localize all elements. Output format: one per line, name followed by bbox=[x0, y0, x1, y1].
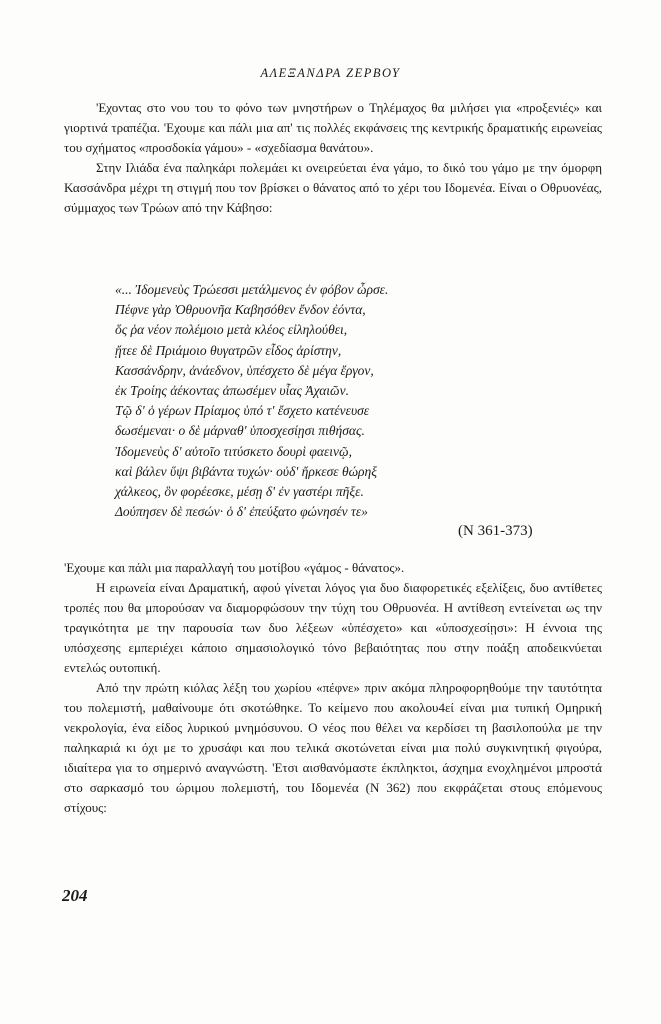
paragraph: Η ειρωνεία είναι Δραματική, αφού γίνεται λόγος για δυο διαφορετικές εξελίξεις, δυο αντίθετες τροπές που θα μπορούσαν να διαμορφώσουν την τύχη του Οθρυονέα. Η αντίθεση εντείνεται ως την τραγικότητα με την παρουσία των δυο λέξεων «ὑπέσχετο» και «ὑποσχεσίῃσι»: Η έννοια της υπόσχεσης εμπεριέχει κάποιο σημασιολογικό τόνο βεβαιότητας που στην ποάξη αποδεικνύεται εντελώς ουτοπική. bbox=[64, 580, 602, 675]
text-block-intro bbox=[64, 98, 602, 218]
verse-line: Δούπησεν δὲ πεσών· ὁ δ' ἐπεύξατο φώνησέν τε» bbox=[115, 504, 368, 520]
text-block-commentary bbox=[64, 558, 602, 818]
verse-line: ἐκ Τροίης ἀέκοντας ἀπωσέμεν υἷας Ἀχαιῶν. bbox=[115, 383, 349, 399]
paragraph: Από την πρώτη κιόλας λέξη του χωρίου «πέφνε» πριν ακόμα πληροφορηθούμε την ταυτότητα του πολεμιστή, μαθαίνουμε ότι σκοτώθηκε. Το κείμενο που ακολου4εί είναι μια τυπική Ομηρική νεκρολογία, ένα είδος λυρικού μνημόσυνου. Ο νέος που θέλει να κερδίσει τη βασιλοπούλα με την παληκαριά κι όχι με το χρυσάφι και που τελικά σκοτώνεται είναι μια πολύ συγκινητική φιγούρα, ιδιαίτερα για το σημερινό αναγνώστη. 'Ετσι αισθανόμαστε έκπληκτοι, άσχημα ενοχλημένοι μπροστά στο σαρκασμό του ώριμου πολεμιστή, του Ιδομενέα (Ν 362) που εκφράζεται στους επόμενους στίχους: bbox=[64, 680, 602, 815]
homeric-quotation bbox=[115, 280, 555, 522]
verse-line: καὶ βάλεν ὕψι βιβάντα τυχών· οὐδ' ἤρκεσε θώρηξ bbox=[115, 463, 377, 479]
verse-reference: (Ν 361-373) bbox=[458, 523, 533, 539]
verse-line: Τῷ δ' ὁ γέρων Πρίαμος ὑπό τ' ἔσχετο κατένευσε bbox=[115, 403, 370, 419]
verse-line: ὅς ῥα νέον πολέμοιο μετὰ κλέος εἰληλούθει, bbox=[115, 322, 348, 338]
verse-line: Ἰδομενεὺς δ' αὐτοῖο τιτύσκετο δουρὶ φαεινῷ, bbox=[115, 443, 352, 459]
paragraph: 'Εχοντας στο νου του το φόνο των μνηστήρων ο Τηλέμαχος θα μιλήσει για «προξενιές» και γιορτινά τραπέζια. 'Εχουμε και πάλι μια απ' τις πολλές εκφάνσεις της κεντρικής δραματικής ειρωνείας του σχήματος «προσδοκία γάμου» - «σχεδίασμα θανάτου». bbox=[64, 100, 602, 155]
verse-line: χάλκεος, ὃν φορέεσκε, μέσῃ δ' ἐν γαστέρι πῆξε. bbox=[115, 484, 364, 500]
verse-line: Κασσάνδρην, ἀνάεδνον, ὑπέσχετο δὲ μέγα ἔργον, bbox=[115, 362, 374, 378]
verse-line: ᾔτεε δὲ Πριάμοιο θυγατρῶν εἶδος ἀρίστην, bbox=[115, 342, 342, 358]
verse-line: «... Ἰδομενεὺς Τρώεσσι μετάλμενος ἐν φόβον ὦρσε. bbox=[115, 282, 389, 297]
paragraph: 'Εχουμε και πάλι μια παραλλαγή του μοτίβου «γάμος - θάνατος». bbox=[64, 560, 405, 575]
paragraph: Στην Ιλιάδα ένα παληκάρι πολεμάει κι ονειρεύεται ένα γάμο, το δικό του γάμο με την όμορφη Κασσάνδρα μέχρι τη στιγμή που τον βρίσκει ο θάνατος από το χέρι του Ιδομενέα. Είναι ο Οθρυονέας, σύμμαχος των Τρώων από την Κάβησο: bbox=[64, 160, 602, 215]
verse-line: Πέφνε γὰρ Ὀθρυονῆα Καβησόθεν ἔνδον ἐόντα, bbox=[115, 302, 366, 318]
running-header: ΑΛΕΞΑΝΔΡΑ ΖΕΡΒΟΥ bbox=[260, 66, 401, 80]
verse-line: δωσέμεναι· ο δὲ μάρναθ' ὑποσχεσίῃσι πιθήσας. bbox=[115, 423, 365, 439]
page-number: 204 bbox=[62, 886, 88, 905]
